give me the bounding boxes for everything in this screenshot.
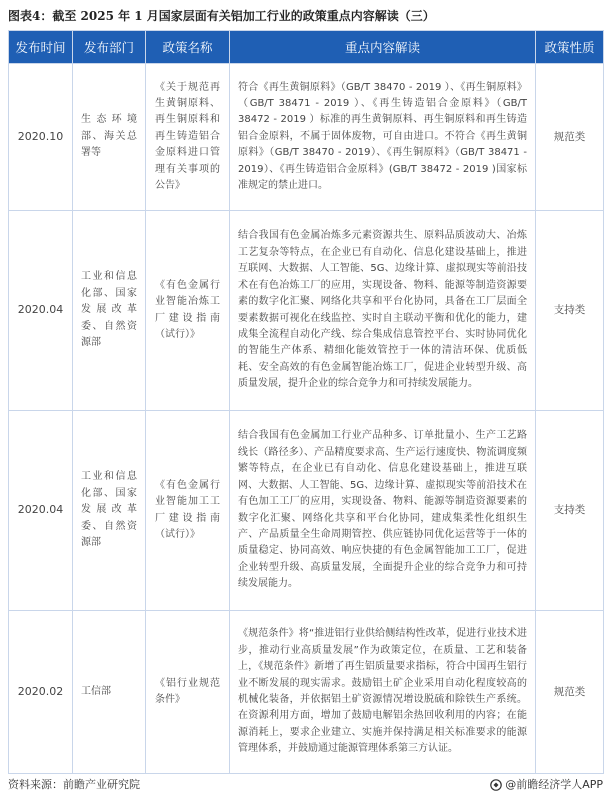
policy-table — [8, 30, 604, 774]
cell-date: 2020.04 — [9, 211, 73, 411]
header-policy-name: 政策名称 — [146, 31, 230, 64]
cell-policy-name: 《有色金属行业智能加工工厂建设指南（试行）》 — [146, 411, 230, 611]
cell-dept: 工业和信息化部、国家发展改革委、自然资源部 — [73, 211, 146, 411]
cell-nature: 支持类 — [536, 211, 604, 411]
cell-content: 结合我国有色金属冶炼多元素资源共生、原料品质波动大、冶炼工艺复杂等特点，在企业已有自动化、信息化建设基础上，推进互联网、大数据、人工智能、5G、边缘计算、虚拟现实等前沿技术在有色冶炼工厂的应用，实现设备、物料、能源等制造资源要素的数字化汇聚、网络化共享和平台化协同，具备在工厂层面全要素数据可视化在线监控、实时自主联动平衡和优化的能力，建成集全流程自动化产线、综合集成信息管控平台、实时协同优化的智能生产体系、精细化能效管控于一体的清洁环保、优质低耗、安全高效的有色金属智能冶炼工厂，促进企业转型升级、高质量发展，提升企业的综合竞争力和可持续发展能力。 — [230, 211, 536, 411]
cell-content: 符合《再生黄铜原料》（GB/T 38470 - 2019 ）、《再生铜原料》（GB/T 38471 - 2019 ）、《再生铸造铝合金原料》（GB/T 38472 - 2019 ）标准的再生黄铜原料、再生铜原料和再生铸造铝合金原料，不属于固体废物，可自由进口。不符合《再生黄铜原料》（GB/T 38470 - 2019）、《再生铜原料》（GB/T 38471 - 2019）、《再生铸造铝合金原料》(GB/T 38472 - 2019 )国家标准规定的禁止进口。 — [230, 64, 536, 211]
cell-policy-name: 《关于规范再生黄铜原料、再生铜原料和再生铸造铝合金原料进口管理有关事项的公告》 — [146, 64, 230, 211]
header-date: 发布时间 — [9, 31, 73, 64]
qianzhan-logo-icon — [490, 779, 502, 791]
cell-nature: 规范类 — [536, 611, 604, 774]
brand-tag — [490, 776, 603, 794]
table-header-row — [9, 31, 604, 64]
cell-date: 2020.10 — [9, 64, 73, 211]
header-content: 重点内容解读 — [230, 31, 536, 64]
source-note: 资料来源：前瞻产业研究院 — [8, 778, 140, 791]
table-row — [9, 411, 604, 611]
cell-policy-name: 《铝行业规范条件》 — [146, 611, 230, 774]
cell-content: 《规范条件》将“推进铝行业供给侧结构性改革，促进行业技术进步，推动行业高质量发展”作为政策定位，在质量、工艺和装备上，《规范条件》新增了再生铝质量要求指标，符合中国再生铝行业不断发展的现实需求。鼓励铝土矿企业采用自动化程度较高的机械化装备，并依据铝土矿资源情况增设脱硫和除铁生产系统。在资源利用方面，增加了鼓励电解铝余热回收利用的内容；在能源消耗上，要求企业建立、实施并保持满足相关标准要求的能源管理体系，并鼓励通过能源管理体系第三方认证。 — [230, 611, 536, 774]
cell-date: 2020.02 — [9, 611, 73, 774]
cell-nature: 规范类 — [536, 64, 604, 211]
cell-dept: 生态环境部、海关总署等 — [73, 64, 146, 211]
cell-policy-name: 《有色金属行业智能冶炼工厂建设指南（试行）》 — [146, 211, 230, 411]
table-row — [9, 64, 604, 211]
header-nature: 政策性质 — [536, 31, 604, 64]
cell-date: 2020.04 — [9, 411, 73, 611]
cell-content: 结合我国有色金属加工行业产品种多、订单批量小、生产工艺路线长（路径多）、产品精度要求高、生产运行速度快、物流调度频繁等特点，在企业已有自动化、信息化建设基础上，推进互联网、大数据、人工智能、5G、边缘计算、虚拟现实等前沿技术在有色加工工厂的应用，实现设备、物料、能源等制造资源要素的数字化汇聚、网络化共享和平台化协同，建成集柔性化组织生产、产品质量全生命周期管控、供应链协同优化运营等于一体的质量稳定、协同高效、响应快捷的有色金属智能加工工厂，促进企业转型升级、高质量发展，全面提升企业的综合竞争力和可持续发展能力。 — [230, 411, 536, 611]
table-row — [9, 611, 604, 774]
footer — [8, 776, 603, 794]
table-row — [9, 211, 604, 411]
header-dept: 发布部门 — [73, 31, 146, 64]
figure-title: 图表4：截至 2025 年 1 月国家层面有关铝加工行业的政策重点内容解读（三） — [8, 9, 435, 23]
cell-nature: 支持类 — [536, 411, 604, 611]
cell-dept: 工业和信息化部、国家发展改革委、自然资源部 — [73, 411, 146, 611]
brand-text: @前瞻经济学人APP — [505, 778, 603, 791]
cell-dept: 工信部 — [73, 611, 146, 774]
